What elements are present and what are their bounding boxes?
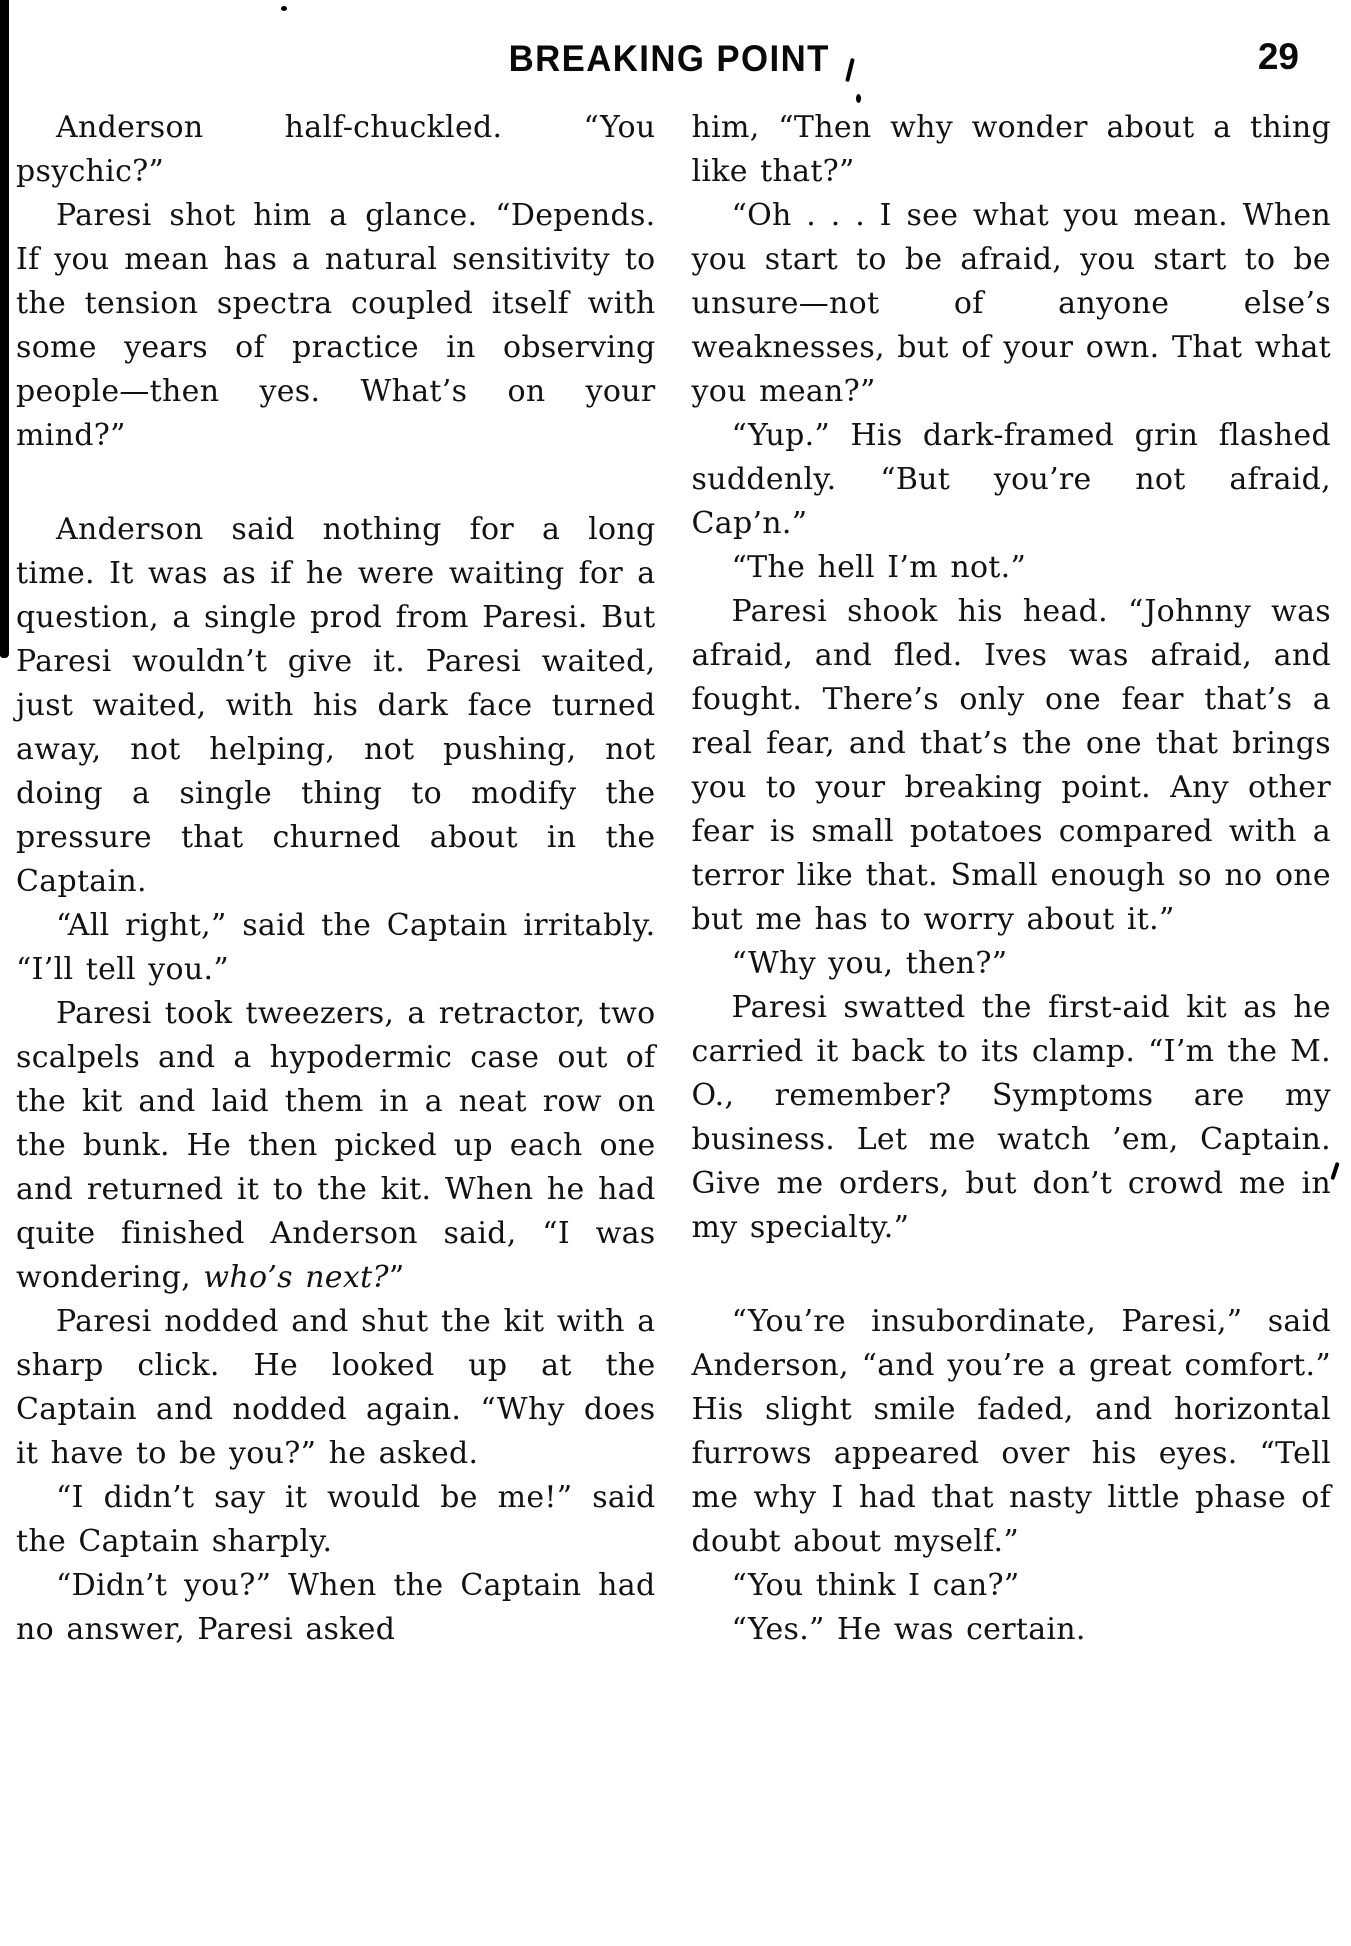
left-column <box>16 106 656 1652</box>
paragraph: Paresi took tweezers, a retractor, two scalpels and a hypodermic case out of the kit and laid them in a neat row on the bunk. He then picked up each one and returned it to the kit. When he had quite finished Anderson said, “I was wondering, who’s next?” <box>16 996 656 1295</box>
paragraph: Paresi nodded and shut the kit with a sharp click. He looked up at the Captain and nodded again. “Why does it have to be you?” he asked. <box>16 1304 656 1471</box>
paragraph: “Didn’t you?” When the Captain had no answer, Paresi asked <box>16 1568 656 1647</box>
paragraph: Anderson half-chuckled. “You psychic?” <box>16 110 656 189</box>
text-columns <box>0 100 1351 1652</box>
paragraph: “You think I can?” <box>731 1568 1020 1603</box>
paragraph: “You’re insubordinate, Paresi,” said Anderson, “and you’re a great comfort.” His slight smile faded, and horizontal furrows appeared over his eyes. “Tell me why I had that nasty little phase of doubt about myself.” <box>691 1304 1331 1559</box>
right-column <box>692 106 1332 1652</box>
page-number: 29 <box>1257 36 1299 77</box>
paragraph: “I didn’t say it would be me!” said the Captain sharply. <box>16 1480 656 1559</box>
paragraph: “Yes.” He was certain. <box>731 1612 1086 1647</box>
page-title: BREAKING POINT <box>508 38 830 79</box>
paragraph: Anderson said nothing for a long time. It was as if he were waiting for a question, a single prod from Paresi. But Paresi wouldn’t give it. Paresi waited, just waited, with his dark face turned away, not helping, not pushing, not doing a single thing to modify the pressure that churned about in the Captain. <box>16 512 656 899</box>
paragraph: Paresi swatted the first-aid kit as he carried it back to its clamp. “I’m the M. O., remember? Symptoms are my business. Let me watch ’em, Captain. Give me orders, but don’t crowd me in my specialty.” <box>691 990 1331 1245</box>
paragraph: him, “Then why wonder about a thing like that?” <box>691 110 1331 189</box>
paragraph: “All right,” said the Captain irritably. “I’ll tell you.” <box>16 908 656 987</box>
running-head <box>0 0 1351 100</box>
paragraph: “Why you, then?” <box>731 946 1008 981</box>
italic-phrase: who’s next? <box>203 1260 389 1295</box>
paragraph: “Oh . . . I see what you mean. When you start to be afraid, you start to be unsure—not of anyone else’s weaknesses, but of your own. That what you mean?” <box>691 198 1331 409</box>
paragraph: Paresi shook his head. “Johnny was afraid, and fled. Ives was afraid, and fought. There’s only one fear that’s a real fear, and that’s the one that brings you to your breaking point. Any other fear is small potatoes compared with a terror like that. Small enough so no one but me has to worry about it.” <box>691 594 1331 937</box>
paragraph: Paresi shot him a glance. “Depends. If you mean has a natural sensitivity to the tension spectra coupled itself with some years of practice in observing people—then yes. What’s on your mind?” <box>16 198 656 453</box>
paragraph: “Yup.” His dark-framed grin flashed suddenly. “But you’re not afraid, Cap’n.” <box>691 418 1331 541</box>
paragraph: “The hell I’m not.” <box>731 550 1027 585</box>
